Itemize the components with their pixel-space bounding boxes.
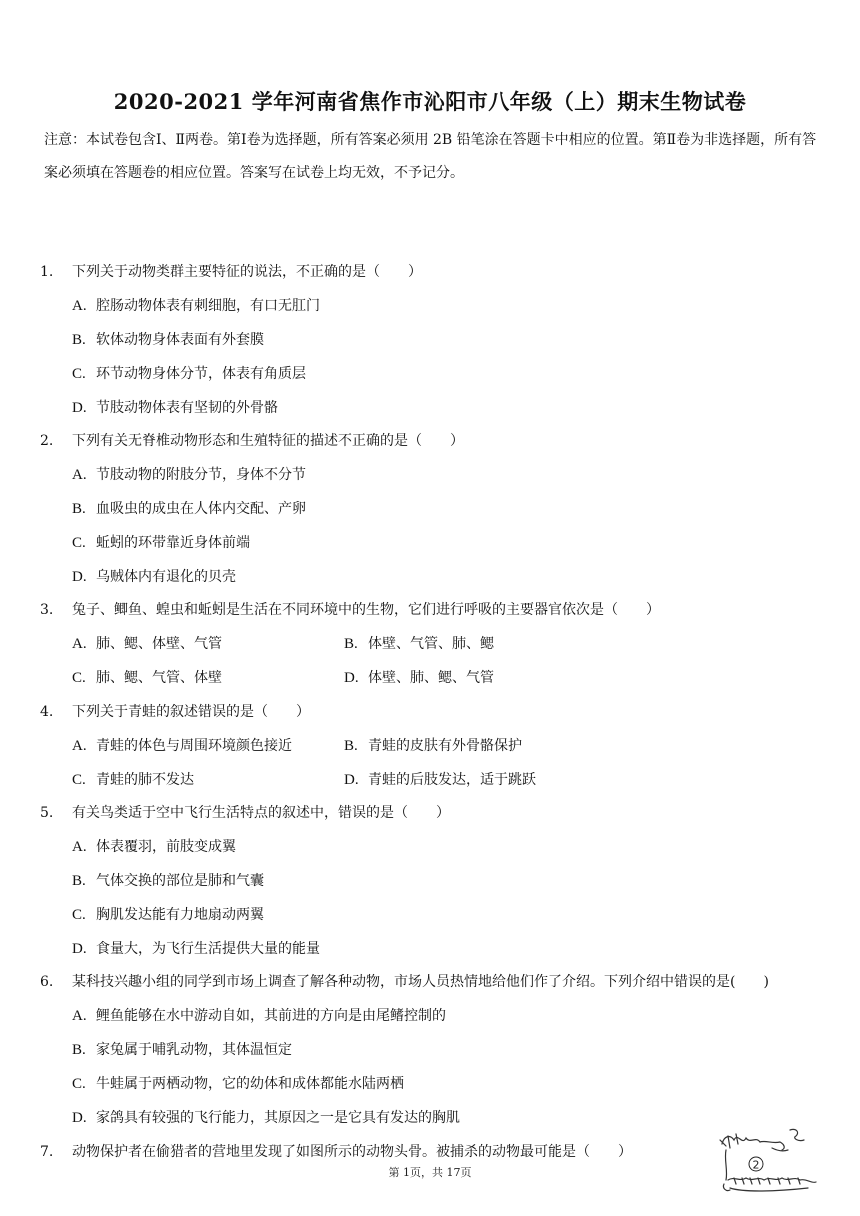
option-1c	[72, 364, 306, 384]
option-letter: A.	[72, 636, 87, 652]
question-5	[40, 803, 450, 823]
option-letter: C.	[72, 670, 86, 686]
exam-title: 2020-2021 学年河南省焦作市沁阳市八年级（上）期末生物试卷	[113, 89, 747, 114]
option-letter: C.	[72, 772, 86, 788]
option-text: 气体交换的部位是肺和气囊	[96, 873, 264, 889]
option-1d	[72, 398, 278, 418]
question-text: 某科技兴趣小组的同学到市场上调查了解各种动物，市场人员热情地给他们作了介绍。下列介绍中错误的是( )	[72, 974, 769, 990]
option-5c	[72, 905, 264, 925]
option-2d	[72, 567, 236, 587]
option-letter: B.	[72, 873, 86, 889]
option-text: 肺、鳃、体壁、气管	[96, 636, 222, 652]
option-5a	[72, 837, 236, 857]
option-text: 乌贼体内有退化的贝壳	[96, 569, 236, 585]
option-text: 家兔属于哺乳动物，其体温恒定	[96, 1042, 292, 1058]
animal-skull-figure	[712, 1122, 820, 1202]
option-4b	[344, 736, 522, 756]
question-text: 下列关于青蛙的叙述错误的是（ ）	[72, 704, 310, 720]
option-letter: D.	[72, 569, 87, 585]
option-2a	[72, 465, 306, 485]
option-text: 体壁、气管、肺、鳃	[368, 636, 494, 652]
option-text: 体表覆羽，前肢变成翼	[96, 839, 236, 855]
option-text: 软体动物身体表面有外套膜	[96, 332, 264, 348]
question-6	[40, 972, 769, 992]
question-3	[40, 600, 660, 620]
option-2c	[72, 533, 250, 553]
option-text: 牛蛙属于两栖动物，它的幼体和成体都能水陆两栖	[96, 1076, 404, 1092]
page-footer: 第 1页，共 17页	[388, 1166, 472, 1179]
option-6a	[72, 1006, 446, 1026]
option-1a	[72, 296, 320, 316]
option-letter: A.	[72, 839, 87, 855]
question-number: 7.	[40, 1144, 54, 1160]
option-6b	[72, 1040, 292, 1060]
option-letter: C.	[72, 907, 86, 923]
option-text: 环节动物身体分节，体表有角质层	[96, 366, 306, 382]
option-4d	[344, 770, 536, 790]
option-3a	[72, 634, 222, 654]
option-letter: D.	[344, 670, 359, 686]
option-text: 鲤鱼能够在水中游动自如，其前进的方向是由尾鳍控制的	[96, 1008, 446, 1024]
question-number: 5.	[40, 805, 54, 821]
option-2b	[72, 499, 306, 519]
option-4c	[72, 770, 194, 790]
option-text: 家鸽具有较强的飞行能力，其原因之一是它具有发达的胸肌	[96, 1110, 460, 1126]
option-letter: D.	[72, 400, 87, 416]
question-text: 下列关于动物类群主要特征的说法，不正确的是（ ）	[72, 264, 422, 280]
question-4	[40, 702, 310, 722]
option-3d	[344, 668, 494, 688]
option-text: 青蛙的肺不发达	[96, 772, 194, 788]
option-text: 体壁、肺、鳃、气管	[368, 670, 494, 686]
option-3c	[72, 668, 222, 688]
option-4a	[72, 736, 292, 756]
option-letter: A.	[72, 738, 87, 754]
option-letter: C.	[72, 1076, 86, 1092]
option-text: 青蛙的体色与周围环境颜色接近	[96, 738, 292, 754]
option-5d	[72, 939, 320, 959]
option-letter: D.	[344, 772, 359, 788]
option-letter: C.	[72, 366, 86, 382]
option-text: 血吸虫的成虫在人体内交配、产卵	[96, 501, 306, 517]
option-text: 青蛙的皮肤有外骨骼保护	[368, 738, 522, 754]
question-2	[40, 431, 464, 451]
question-number: 6.	[40, 974, 54, 990]
option-3b	[344, 634, 494, 654]
option-letter: B.	[72, 501, 86, 517]
question-number: 2.	[40, 433, 54, 449]
option-1b	[72, 330, 264, 350]
question-1	[40, 262, 422, 282]
question-number: 3.	[40, 602, 54, 618]
question-number: 4.	[40, 704, 54, 720]
exam-notice: 注意：本试卷包含Ⅰ、Ⅱ两卷。第Ⅰ卷为选择题，所有答案必须用 2B 铅笔涂在答题卡中相应的位置。第Ⅱ卷为非选择题，所有答案必须填在答题卷的相应位置。答案写在试卷上均无效，不予记分。	[44, 132, 817, 181]
option-text: 食量大，为飞行生活提供大量的能量	[96, 941, 320, 957]
option-text: 胸肌发达能有力地扇动两翼	[96, 907, 264, 923]
option-text: 蚯蚓的环带靠近身体前端	[96, 535, 250, 551]
option-text: 腔肠动物体表有刺细胞，有口无肛门	[96, 298, 320, 314]
option-text: 节肢动物的附肢分节，身体不分节	[96, 467, 306, 483]
option-letter: B.	[72, 332, 86, 348]
option-letter: C.	[72, 535, 86, 551]
option-text: 节肢动物体表有坚韧的外骨骼	[96, 400, 278, 416]
option-text: 肺、鳃、气管、体壁	[96, 670, 222, 686]
option-6d	[72, 1108, 460, 1128]
option-letter: B.	[344, 738, 358, 754]
question-text: 动物保护者在偷猎者的营地里发现了如图所示的动物头骨。被捕杀的动物最可能是（ ）	[72, 1144, 632, 1160]
question-text: 有关鸟类适于空中飞行生活特点的叙述中，错误的是（ ）	[72, 805, 450, 821]
figure-label: 2	[752, 1158, 760, 1172]
option-letter: A.	[72, 1008, 87, 1024]
option-6c	[72, 1074, 404, 1094]
option-letter: A.	[72, 298, 87, 314]
question-text: 下列有关无脊椎动物形态和生殖特征的描述不正确的是（ ）	[72, 433, 464, 449]
question-7	[40, 1142, 632, 1162]
option-text: 青蛙的后肢发达，适于跳跃	[368, 772, 536, 788]
option-letter: D.	[72, 1110, 87, 1126]
option-letter: D.	[72, 941, 87, 957]
question-text: 兔子、鲫鱼、蝗虫和蚯蚓是生活在不同环境中的生物，它们进行呼吸的主要器官依次是（ ）	[72, 602, 660, 618]
option-letter: A.	[72, 467, 87, 483]
option-letter: B.	[72, 1042, 86, 1058]
option-5b	[72, 871, 264, 891]
option-letter: B.	[344, 636, 358, 652]
question-number: 1.	[40, 264, 54, 280]
